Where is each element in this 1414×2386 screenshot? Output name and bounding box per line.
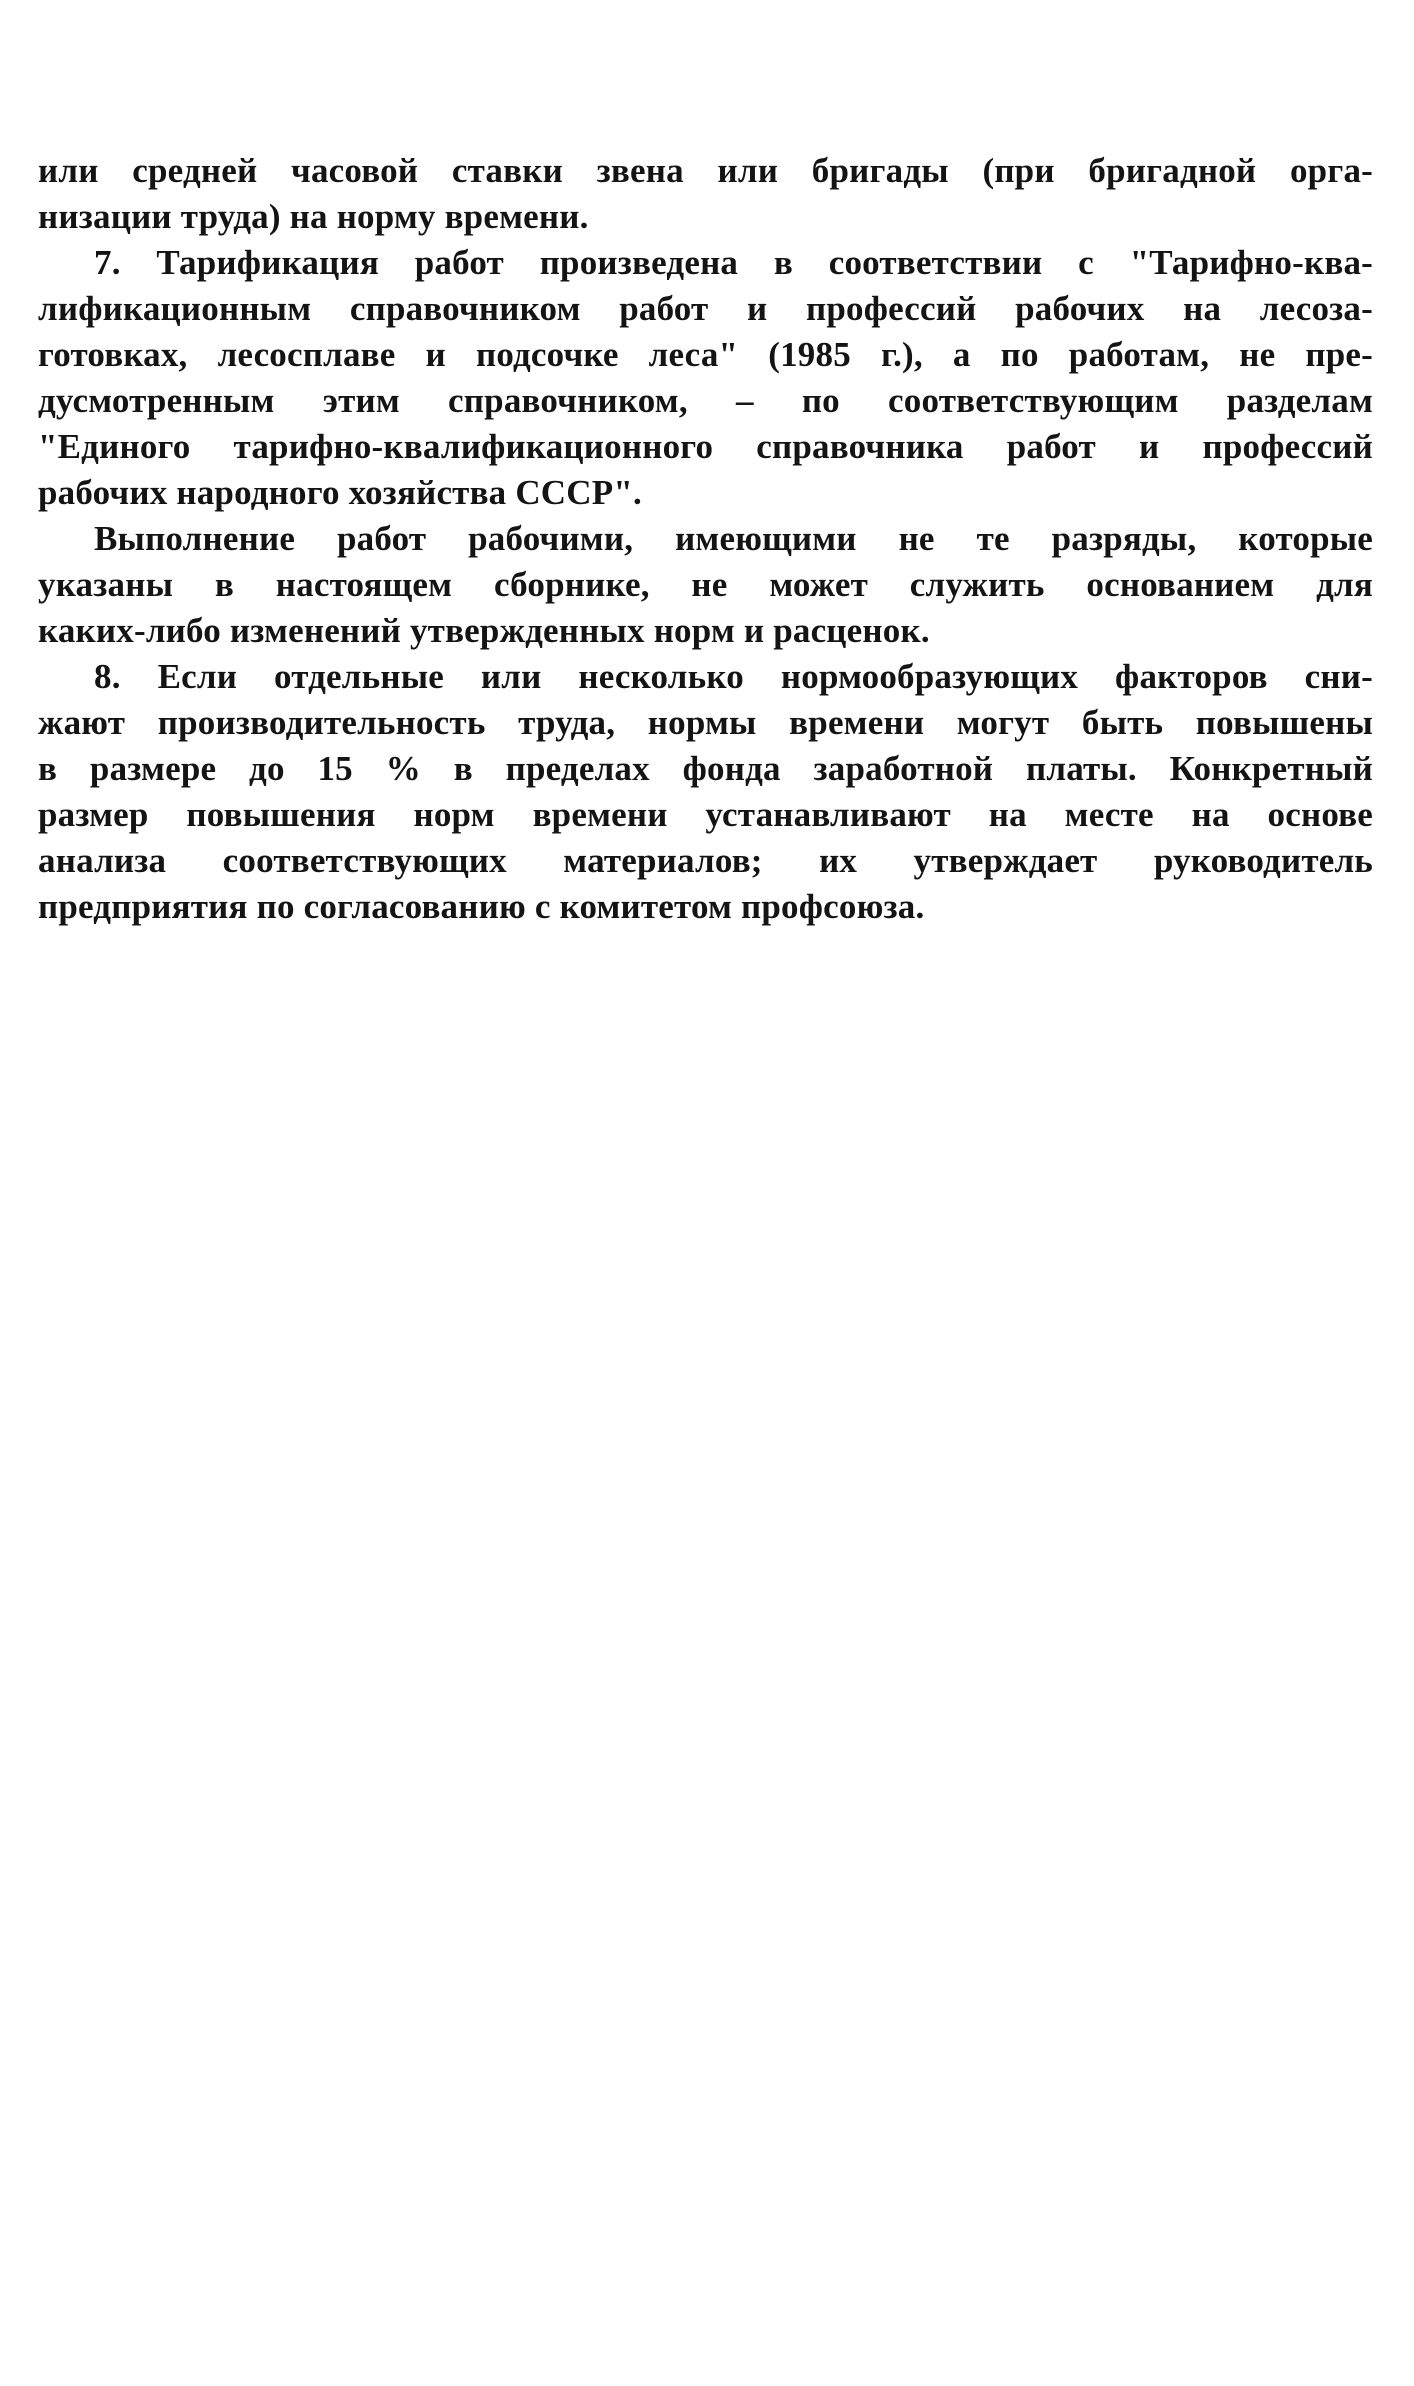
- text-line: рабочих народного хозяйства СССР".: [38, 473, 642, 512]
- text-line: предприятия по согласованию с комитетом профсоюза.: [38, 887, 925, 926]
- text-line: жают производительность труда, нормы времени могут быть повышены: [38, 703, 1373, 742]
- text-line: указаны в настоящем сборнике, не может служить основанием для: [38, 565, 1373, 604]
- text-line: каких-либо изменений утвержденных норм и расценок.: [38, 611, 930, 650]
- text-line: размер повышения норм времени устанавливают на месте на основе: [38, 795, 1373, 834]
- text-line: готовках, лесосплаве и подсочке леса" (1985 г.), а по работам, не пре-: [38, 335, 1373, 374]
- text-line: анализа соответствующих материалов; их утверждает руководитель: [38, 841, 1373, 880]
- text-line: в размере до 15 % в пределах фонда заработной платы. Конкретный: [38, 749, 1373, 788]
- text-line: лификационным справочником работ и профессий рабочих на лесоза-: [38, 289, 1373, 328]
- text-line: низации труда) на норму времени.: [38, 197, 589, 236]
- text-line: или средней часовой ставки звена или бригады (при бригадной орга-: [38, 151, 1373, 190]
- text-line: "Единого тарифно-квалификационного справочника работ и профессий: [38, 427, 1373, 466]
- text-line: дусмотренным этим справочником, – по соответствующим разделам: [38, 381, 1373, 420]
- text-line-paragraph-start: 8. Если отдельные или несколько нормообразующих факторов сни-: [94, 657, 1373, 696]
- text-line-paragraph-start: Выполнение работ рабочими, имеющими не те разряды, которые: [94, 519, 1373, 558]
- text-line-paragraph-start: 7. Тарификация работ произведена в соответствии с "Тарифно-ква-: [94, 243, 1373, 282]
- body-text: [38, 148, 1373, 930]
